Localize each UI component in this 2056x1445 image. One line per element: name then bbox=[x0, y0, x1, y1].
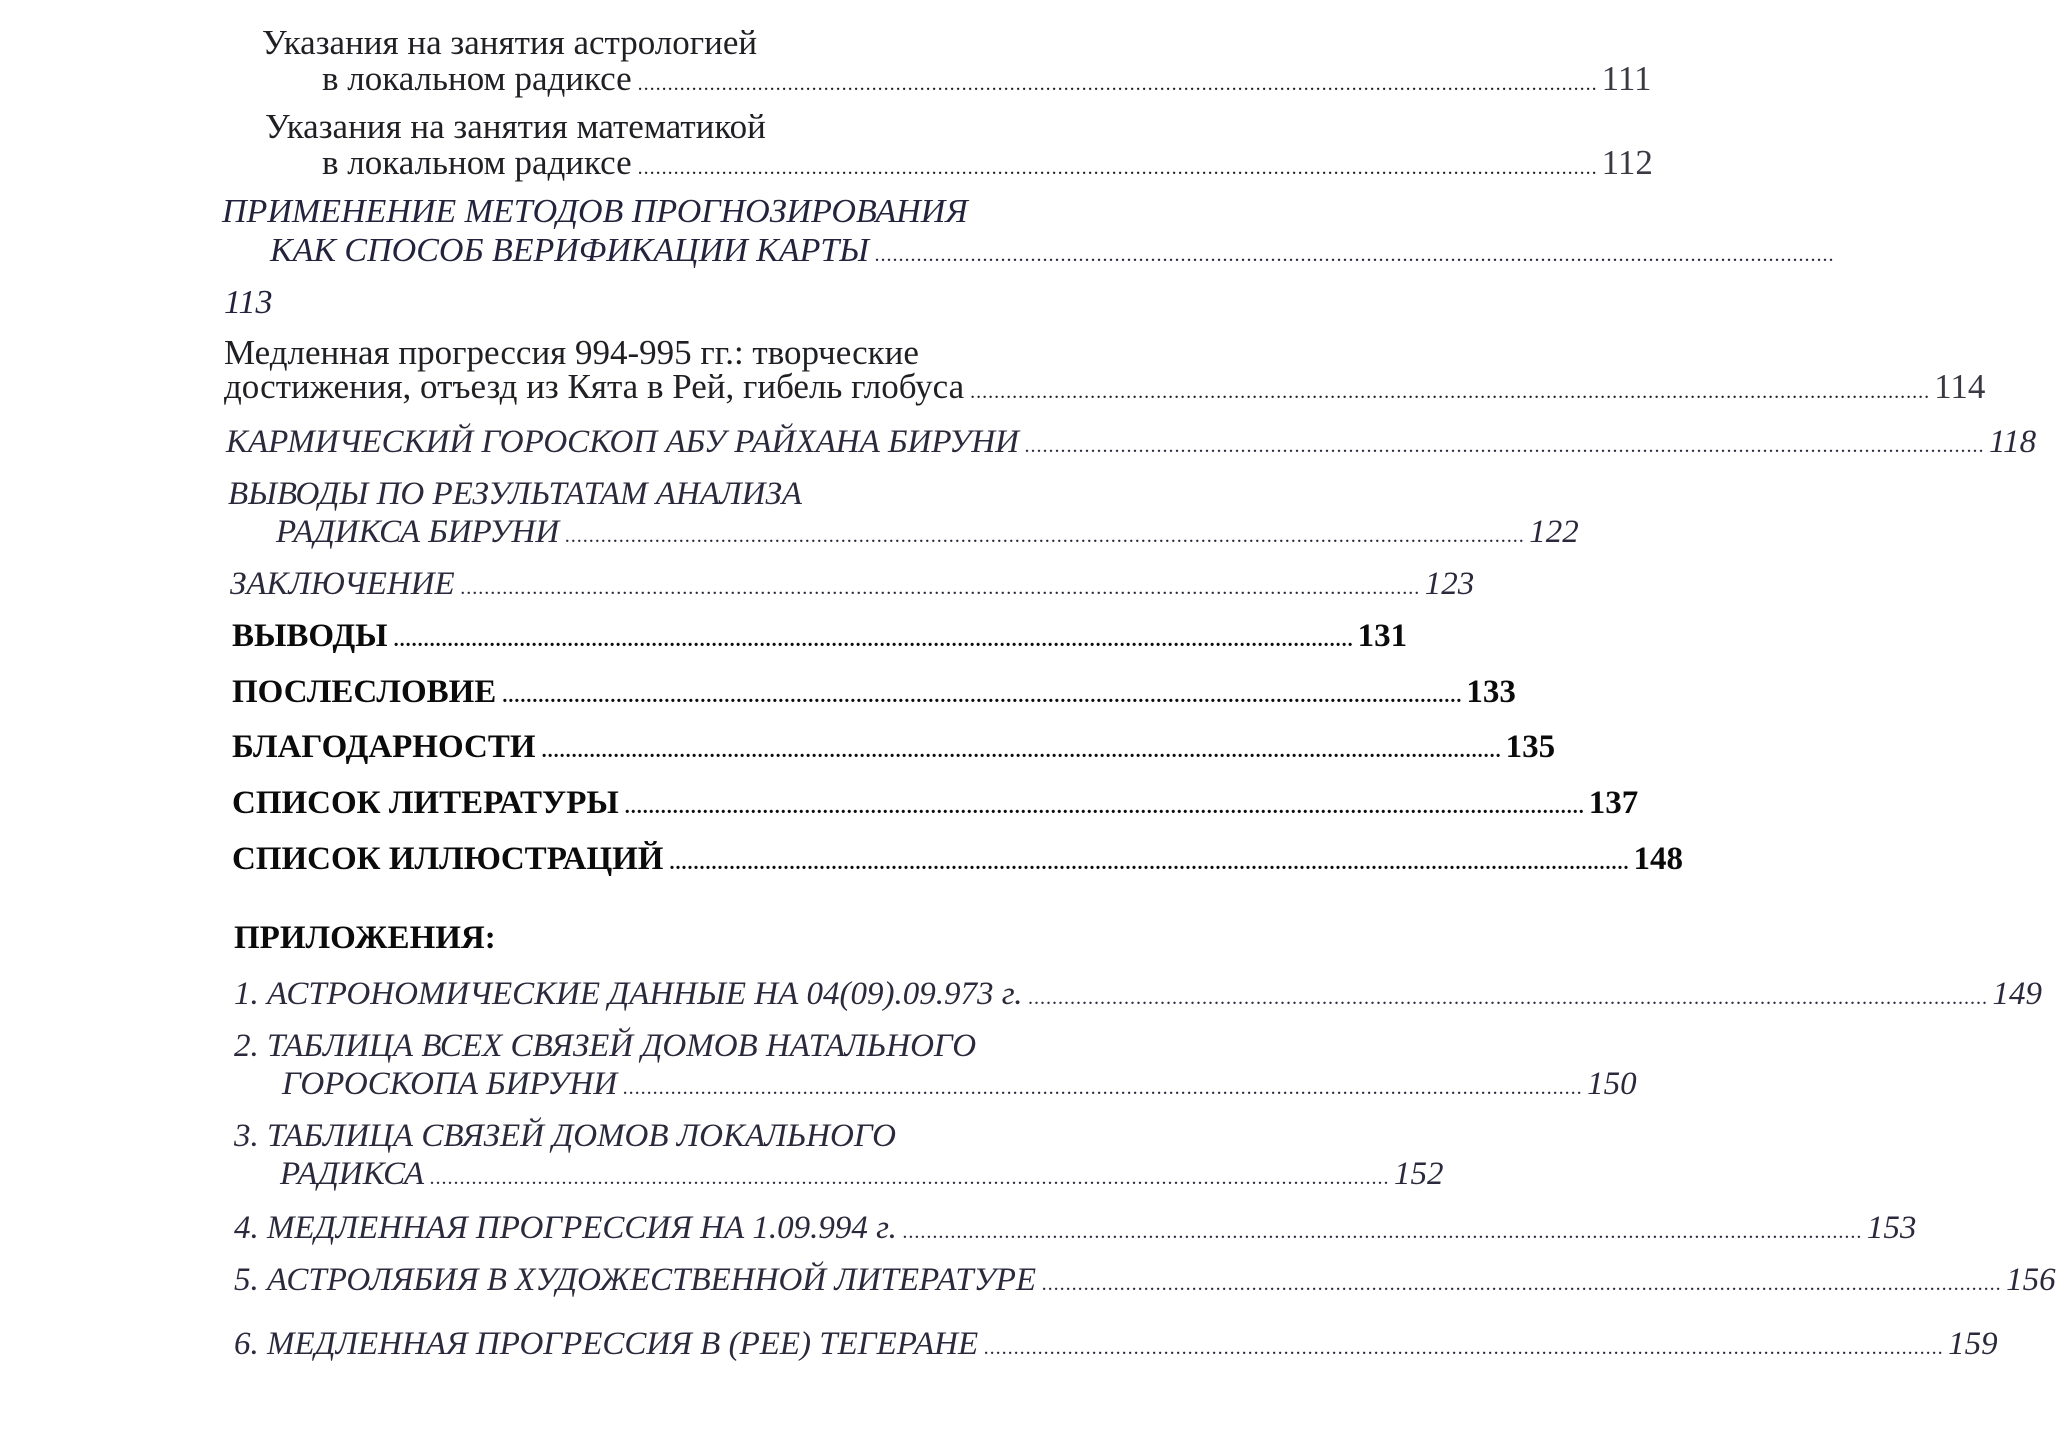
dot-leader: ................................................................................................................................................................ bbox=[623, 1077, 1584, 1099]
entry-title: КАРМИЧЕСКИЙ ГОРОСКОП АБУ РАЙХАНА БИРУНИ bbox=[226, 424, 1020, 460]
page-number: 114 bbox=[1934, 367, 1986, 406]
page-number: 150 bbox=[1587, 1066, 1637, 1102]
entry-title: 2. ТАБЛИЦА ВСЕХ СВЯЗЕЙ ДОМОВ НАТАЛЬНОГО bbox=[234, 1028, 977, 1064]
toc-entry-astrology-title bbox=[262, 24, 757, 61]
entry-title: РАДИКСА БИРУНИ bbox=[276, 514, 560, 550]
entry-title: в локальном радиксе bbox=[322, 143, 632, 182]
toc-entry-progression-title bbox=[224, 334, 919, 371]
dot-leader: ................................................................................................................................................................ bbox=[460, 577, 1421, 599]
page-number: 148 bbox=[1633, 841, 1683, 877]
page-number: 111 bbox=[1601, 59, 1652, 98]
toc-entry-literature[interactable] bbox=[232, 785, 1639, 826]
dot-leader: ................................................................................................................................................................ bbox=[430, 1167, 1390, 1189]
entry-title: ГОРОСКОПА БИРУНИ bbox=[282, 1066, 618, 1102]
dot-leader: ................................................................................................................................................................ bbox=[624, 796, 1585, 818]
toc-entry-forecast-title bbox=[222, 193, 968, 230]
page-number: 153 bbox=[1866, 1210, 1917, 1246]
dot-leader: ................................................................................................................................................................ bbox=[1028, 987, 1989, 1009]
page-number: 112 bbox=[1601, 143, 1653, 182]
appendix-3-title bbox=[234, 1118, 896, 1155]
dot-leader: ................................................................................................................................................................ bbox=[541, 740, 1502, 762]
toc-entry-progression[interactable] bbox=[224, 367, 1986, 411]
entry-title: БЛАГОДАРНОСТИ bbox=[232, 729, 536, 765]
entry-title: в локальном радиксе bbox=[322, 59, 632, 98]
appendix-3[interactable] bbox=[280, 1156, 1444, 1197]
page-number: 149 bbox=[1992, 976, 2042, 1012]
appendix-1[interactable] bbox=[234, 976, 2042, 1017]
toc-entry-forecast[interactable] bbox=[270, 232, 1835, 274]
toc-entry-afterword[interactable] bbox=[232, 674, 1516, 715]
entry-title: СПИСОК ЛИТЕРАТУРЫ bbox=[232, 785, 619, 821]
dot-leader: ................................................................................................................................................................ bbox=[902, 1221, 1863, 1243]
dot-leader: ................................................................................................................................................................ bbox=[984, 1337, 1945, 1359]
toc-entry-math-title bbox=[265, 108, 766, 145]
toc-entry-astrology[interactable] bbox=[322, 59, 1652, 103]
appendix-6[interactable] bbox=[234, 1326, 1998, 1367]
entry-title: ВЫВОДЫ bbox=[232, 618, 388, 654]
entry-title: достижения, отъезд из Кята в Рей, гибель глобуса bbox=[224, 367, 965, 406]
dot-leader: ................................................................................................................................................................ bbox=[393, 629, 1354, 651]
dot-leader: ................................................................................................................................................................ bbox=[1025, 435, 1986, 457]
toc-entry-conclusions[interactable] bbox=[276, 514, 1579, 555]
entry-title: ЗАКЛЮЧЕНИЕ bbox=[230, 566, 455, 602]
appendix-5[interactable] bbox=[234, 1262, 2056, 1303]
toc-entry-karmic[interactable] bbox=[226, 424, 2037, 465]
entry-title: 4. МЕДЛЕННАЯ ПРОГРЕССИЯ НА 1.09.994 г. bbox=[234, 1210, 897, 1246]
toc-entry-conclusion[interactable] bbox=[230, 566, 1475, 607]
toc-entry-thanks[interactable] bbox=[232, 729, 1556, 770]
dot-leader: ................................................................................................................................................................ bbox=[565, 525, 1526, 547]
entry-title: 1. АСТРОНОМИЧЕСКИЕ ДАННЫЕ НА 04(09).09.973 г. bbox=[234, 976, 1023, 1012]
entry-title: 6. МЕДЛЕННАЯ ПРОГРЕССИЯ В (РЕЕ) ТЕГЕРАНЕ bbox=[234, 1326, 979, 1362]
dot-leader: ................................................................................................................................................................ bbox=[970, 381, 1931, 403]
page-number: 122 bbox=[1529, 514, 1579, 550]
entry-title: Указания на занятия математикой bbox=[265, 107, 766, 146]
entry-title: РАДИКСА bbox=[280, 1156, 424, 1192]
appendices-heading bbox=[234, 920, 496, 957]
page-number: 113 bbox=[224, 284, 273, 321]
toc-entry-conclusions-title bbox=[228, 476, 802, 513]
section-heading: ПРИЛОЖЕНИЯ: bbox=[234, 920, 496, 956]
appendix-2-title bbox=[234, 1028, 976, 1065]
page-number: 137 bbox=[1588, 785, 1639, 821]
entry-title: Медленная прогрессия 994-995 гг.: творческие bbox=[224, 333, 919, 372]
page-number: 118 bbox=[1989, 424, 2037, 460]
dot-leader: ................................................................................................................................................................ bbox=[874, 244, 1835, 266]
entry-title: ПОСЛЕСЛОВИЕ bbox=[232, 674, 497, 710]
page-number: 156 bbox=[2006, 1262, 2056, 1298]
dot-leader: ................................................................................................................................................................ bbox=[669, 852, 1630, 874]
page-number: 159 bbox=[1948, 1326, 1998, 1362]
toc-entry-illustrations[interactable] bbox=[232, 841, 1683, 882]
dot-leader: ................................................................................................................................................................ bbox=[502, 685, 1463, 707]
toc-entry-forecast-page bbox=[224, 284, 272, 321]
entry-title: ПРИМЕНЕНИЕ МЕТОДОВ ПРОГНОЗИРОВАНИЯ bbox=[222, 193, 968, 230]
page-number: 133 bbox=[1466, 674, 1516, 710]
page-number: 123 bbox=[1424, 566, 1475, 602]
dot-leader: ................................................................................................................................................................ bbox=[637, 73, 1598, 95]
appendix-2[interactable] bbox=[282, 1066, 1637, 1107]
entry-title: ВЫВОДЫ ПО РЕЗУЛЬТАТАМ АНАЛИЗА bbox=[228, 476, 802, 512]
entry-title: 5. АСТРОЛЯБИЯ В ХУДОЖЕСТВЕННОЙ ЛИТЕРАТУРЕ bbox=[234, 1262, 1037, 1298]
entry-title: СПИСОК ИЛЛЮСТРАЦИЙ bbox=[232, 841, 664, 877]
toc-entry-summary[interactable] bbox=[232, 618, 1408, 659]
appendix-4[interactable] bbox=[234, 1210, 1917, 1251]
entry-title: Указания на занятия астрологией bbox=[262, 23, 758, 62]
entry-title: КАК СПОСОБ ВЕРИФИКАЦИИ КАРТЫ bbox=[270, 232, 869, 269]
toc-entry-math[interactable] bbox=[322, 143, 1653, 187]
dot-leader: ................................................................................................................................................................ bbox=[1042, 1273, 2003, 1295]
page-number: 131 bbox=[1357, 618, 1408, 654]
entry-title: 3. ТАБЛИЦА СВЯЗЕЙ ДОМОВ ЛОКАЛЬНОГО bbox=[234, 1118, 896, 1154]
page-number: 152 bbox=[1394, 1156, 1444, 1192]
dot-leader: ................................................................................................................................................................ bbox=[637, 157, 1598, 179]
page-number: 135 bbox=[1505, 729, 1556, 765]
